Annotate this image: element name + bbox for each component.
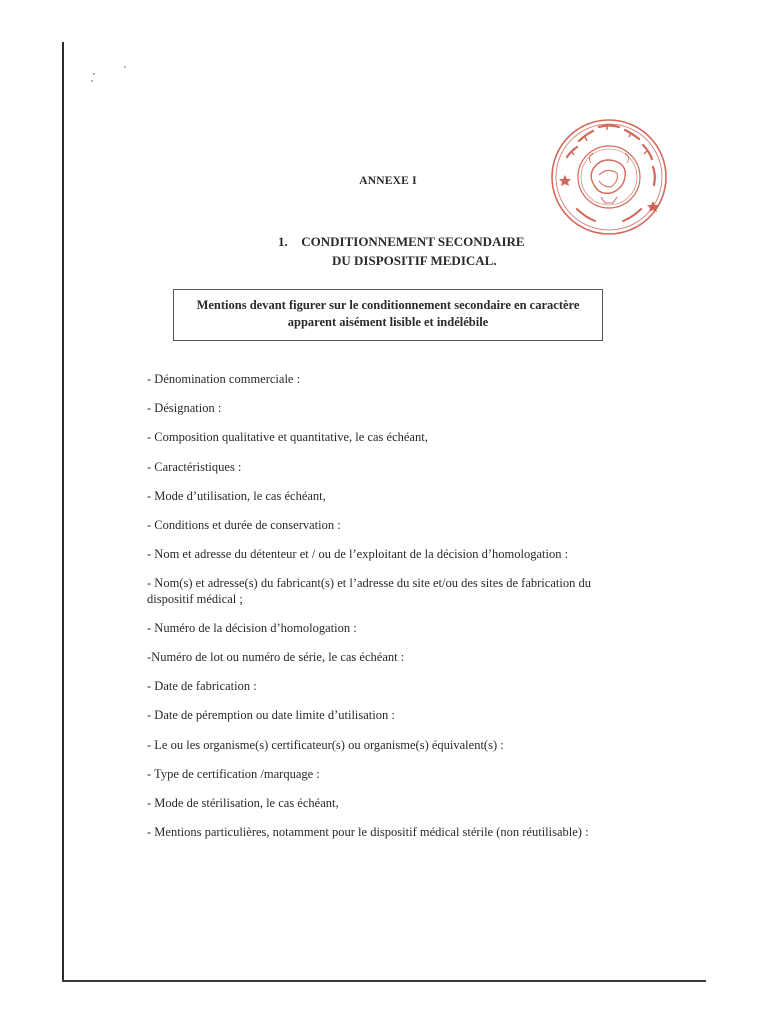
section-heading-line2: DU DISPOSITIF MEDICAL. xyxy=(332,253,497,268)
list-item: - Nom et adresse du détenteur et / ou de l’exploitant de la décision d’homologation : xyxy=(147,547,569,562)
list-item: - Date de péremption ou date limite d’utilisation : xyxy=(147,708,395,723)
list-item: - Date de fabrication : xyxy=(147,679,257,694)
section-heading xyxy=(278,232,525,270)
list-item: -Numéro de lot ou numéro de série, le cas échéant : xyxy=(147,650,405,664)
list-item: - Numéro de la décision d’homologation : xyxy=(147,620,357,635)
list-item: - Conditions et durée de conservation : xyxy=(147,517,341,532)
list-item: - Composition qualitative et quantitative, le cas échéant, xyxy=(147,430,428,445)
mentions-box-line1: Mentions devant figurer sur le conditionnement secondaire en caractère xyxy=(196,298,580,312)
mentions-box-line2: apparent aisément lisible et indélébile xyxy=(287,315,489,329)
section-number: 1. xyxy=(278,234,288,249)
list-item: - Mode de stérilisation, le cas échéant, xyxy=(147,795,339,810)
scan-speck xyxy=(91,80,93,82)
list-item: - Nom(s) et adresse(s) du fabricant(s) et l’adresse du site et/ou des sites de fabrication du dispositif médical ; xyxy=(147,576,591,607)
mentions-list xyxy=(147,371,617,853)
scan-speck xyxy=(93,73,95,75)
list-item: - Mentions particulières, notamment pour le dispositif médical stérile (non réutilisable) : xyxy=(147,825,589,840)
annex-title: ANNEXE I xyxy=(359,175,417,187)
section-heading-line1: CONDITIONNEMENT SECONDAIRE xyxy=(301,234,525,249)
scan-border-bottom xyxy=(62,980,706,982)
mentions-box xyxy=(173,289,603,341)
list-item: - Dénomination commerciale : xyxy=(147,372,301,386)
list-item: - Désignation : xyxy=(147,401,222,416)
list-item: - Mode d’utilisation, le cas échéant, xyxy=(147,488,326,503)
list-item: - Type de certification /marquage : xyxy=(147,766,320,781)
list-item: - Caractéristiques : xyxy=(147,459,242,474)
list-item: - Le ou les organisme(s) certificateur(s) ou organisme(s) équivalent(s) : xyxy=(147,737,504,752)
scan-speck xyxy=(124,66,126,68)
